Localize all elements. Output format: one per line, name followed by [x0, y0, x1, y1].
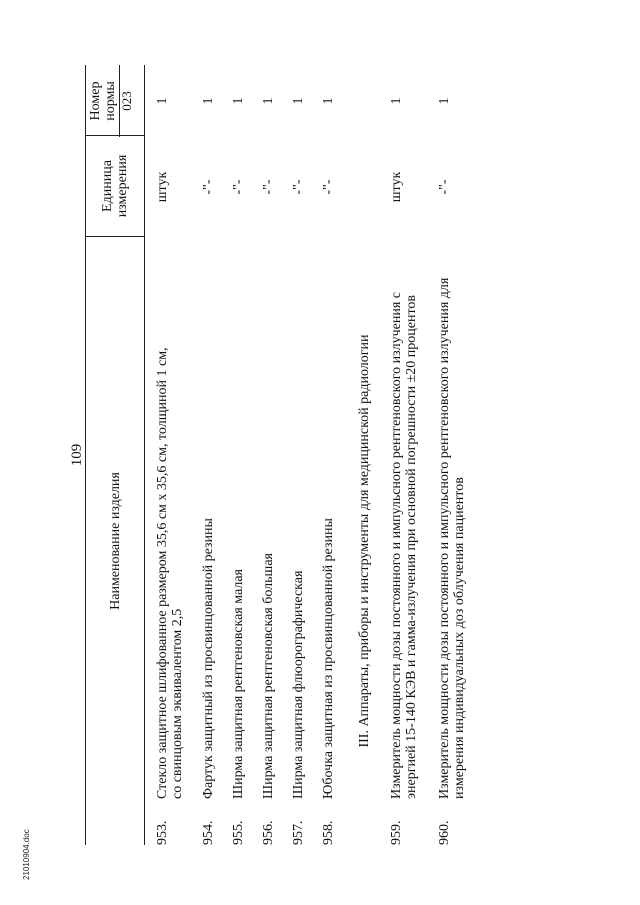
header-unit-line1: Единица	[100, 160, 115, 212]
table-header	[85, 65, 145, 845]
row-norm: 1	[437, 97, 452, 105]
row-norm: 1	[231, 97, 246, 105]
row-unit: -"-	[321, 179, 336, 195]
items-table	[85, 65, 477, 845]
table-row	[291, 65, 321, 845]
row-name-line2: измерения индивидуальных доз облучения пациентов	[452, 477, 467, 799]
row-name: Ширма защитная рентгеновская малая	[231, 569, 246, 799]
footer-file-code: 21010904.doc	[22, 829, 31, 880]
row-number: 956.	[261, 820, 276, 845]
row-name: Юбочка защитная из просвинцованной резины	[321, 518, 336, 799]
row-name: Ширма защитная рентгеновская большая	[261, 553, 276, 799]
row-number: 958.	[321, 820, 336, 845]
row-number: 957.	[291, 820, 306, 845]
row-number: 955.	[231, 820, 246, 845]
row-name-line2: энергией 15-140 КЭВ и гамма-излучения при основной погрешности ±20 процентов	[404, 295, 419, 799]
header-norm-line2: нормы	[103, 81, 118, 121]
row-norm: 1	[321, 97, 336, 105]
row-name	[437, 251, 467, 799]
header-unit	[86, 135, 144, 237]
row-unit: -"-	[231, 179, 246, 195]
header-norm-code: 023	[119, 65, 133, 137]
table-row	[389, 65, 437, 845]
row-name-line2: со свинцовым эквивалентом 2,5	[170, 608, 185, 799]
row-unit: штук	[155, 171, 170, 203]
table-row	[155, 65, 201, 845]
row-name-line1: Измеритель мощности дозы постоянного и импульсного рентгеновского излучения для	[437, 277, 452, 799]
row-norm: 1	[291, 97, 306, 105]
header-name: Наименование изделия	[107, 472, 123, 610]
row-number: 960.	[437, 820, 452, 845]
row-number: 954.	[201, 820, 216, 845]
table-row	[437, 65, 477, 845]
header-norm	[86, 65, 144, 137]
page-number: 109	[69, 443, 85, 467]
table-row	[201, 65, 231, 845]
row-unit: -"-	[437, 179, 452, 195]
row-name	[155, 251, 185, 799]
table-row	[261, 65, 291, 845]
row-name: Ширма защитная флюорографическая	[291, 570, 306, 799]
table-row	[321, 65, 357, 845]
table-body	[155, 65, 477, 845]
rotated-content	[65, 65, 570, 845]
row-name: Фартук защитный из просвинцованной резины	[201, 518, 216, 799]
row-name-line1: Стекло защитное шлифованное размером 35,6 см х 35,6 см, толщиной 1 см,	[155, 347, 170, 799]
row-name-line1: Измеритель мощности дозы постоянного и импульсного рентгеновского излучения с	[389, 291, 404, 799]
row-unit: -"-	[261, 179, 276, 195]
row-number: 959.	[389, 820, 404, 845]
table-row	[231, 65, 261, 845]
row-norm: 1	[261, 97, 276, 105]
row-name	[389, 251, 419, 799]
row-norm: 1	[389, 97, 404, 105]
row-unit: -"-	[201, 179, 216, 195]
header-unit-line2: измерения	[115, 154, 130, 218]
row-number: 953.	[155, 820, 170, 845]
row-unit: -"-	[291, 179, 306, 195]
header-norm-line1: Номер	[88, 81, 103, 121]
section-title: III. Аппараты, приборы и инструменты для медицинской радиологии	[357, 334, 372, 748]
row-norm: 1	[201, 97, 216, 105]
row-norm: 1	[155, 97, 170, 105]
row-unit: штук	[389, 171, 404, 203]
